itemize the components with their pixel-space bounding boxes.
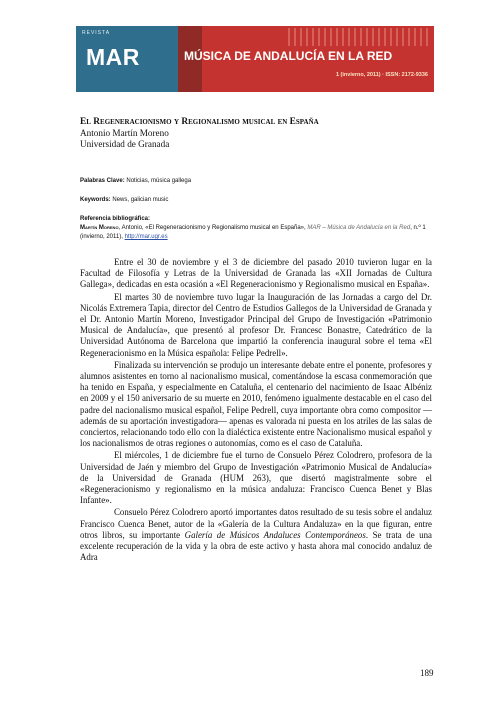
reference-text	[80, 224, 432, 242]
reference-label: Referencia bibliográfica:	[80, 216, 151, 222]
banner-decoration	[288, 28, 428, 46]
article-body	[80, 257, 432, 564]
reference-url-link[interactable]: http://mar.ugr.es	[124, 234, 168, 240]
paragraph-5-end: . Se trata de una excelente recuperación de la vida y la obra de este activo y hasta ahora mal conocido andaluz de Adra	[80, 529, 432, 563]
keywords-label: Keywords:	[80, 197, 111, 203]
banner-logo-text: MAR	[86, 44, 140, 70]
reference-author: Martín Moreno	[80, 225, 119, 231]
palabras-clave-label: Palabras Clave:	[80, 178, 125, 184]
page-number: 189	[420, 668, 434, 678]
journal-banner	[76, 26, 434, 92]
reference-author-rest: , Antonio, «El Regeneracionismo y Regionalismo musical en España»,	[118, 225, 306, 231]
article-affiliation: Universidad de Granada	[80, 139, 170, 149]
palabras-clave	[80, 178, 191, 184]
paragraph-5-start: Consuelo Pérez Colodrero aportó importantes datos resultado de su tesis sobre el andaluz Francisco Cuenca Benet, autor de la «Galería de la Cultura Andaluza» en la que figuran, entre otros libros, su importante	[80, 507, 432, 540]
article-author: Antonio Martín Moreno	[80, 128, 169, 138]
paragraph-5	[80, 507, 432, 563]
reference-journal: MAR – Música de Andalucía en la Red	[307, 225, 411, 231]
paragraph-1: Entre el 30 de noviembre y el 3 de diciembre del pasado 2010 tuvieron lugar en la Facultad de Filosofía y Letras de la Universidad de Granada las «XII Jornadas de Cultura Gallega», dedicadas en esta ocasión a «El Regeneracionismo y Regionalismo musical en España».	[80, 257, 432, 290]
keywords	[80, 197, 168, 203]
article-heading	[80, 117, 319, 150]
paragraph-3: Finalizada su intervención se produjo un interesante debate entre el ponente, profesores y alumnos asistentes en torno al nacionalismo musical, comentándose la escasa conmemoración que ha tenido en España, y especialmente en Cataluña, el centenario del nacimiento de Isaac Albéniz en 2009 y el 150 aniversario de su muerte en 2010, fenómeno igualmente destacable en el caso del padre del nacionalismo musical español, Felipe Pedrell, cuya importante obra como compositor —además de su aportación investigadora— apenas es valorada ni puesta en los atriles de las salas de conciertos, relacionando todo ello con la dialéctica existente entre Nacionalismo musical español y los nacionalismos de otras regiones o autonomías, como es el caso de Cataluña.	[80, 359, 432, 449]
book-title: Galería de Músicos Andaluces Contemporáneos	[184, 529, 366, 540]
article-title: El Regeneracionismo y Regionalismo musical en España	[80, 117, 319, 127]
banner-title: MÚSICA DE ANDALUCÍA EN LA RED	[184, 49, 393, 63]
paragraph-4: El miércoles, 1 de diciembre fue el turno de Consuelo Pérez Colodrero, profesora de la Universidad de Jaén y miembro del Grupo de Investigación «Patrimonio Musical de Andalucía» de la Universidad de Granada (HUM 263), que disertó magistralmente sobre el «Regeneracionismo y regionalismo en la música andaluza: Francisco Cuenca Benet y Blas Infante».	[80, 450, 432, 506]
banner-issue: 1 (invierno, 2011) · ISSN: 2172-9336	[335, 72, 428, 78]
palabras-clave-value: Noticias, música gallega	[126, 178, 192, 184]
banner-label: REVISTA	[82, 30, 111, 36]
reference-issue: , n.º 1 (invierno, 2011),	[80, 225, 426, 240]
bibliographic-reference	[80, 215, 432, 242]
paragraph-2: El martes 30 de noviembre tuvo lugar la Inauguración de las Jornadas a cargo del Dr. Nicolás Extremera Tapia, director del Centro de Estudios Gallegos de la Universidad de Granada y el Dr. Antonio Martín Moreno, Investigador Principal del Grupo de Investigación «Patrimonio Musical de Andalucía», que presentó al profesor Dr. Francesc Bonastre, Catedrático de la Universidad Autónoma de Barcelona que impartió la conferencia inaugural sobre el tema «El Regeneracionismo en la Música española: Felipe Pedrell».	[80, 291, 432, 358]
keywords-value: News, galician music	[112, 197, 169, 203]
